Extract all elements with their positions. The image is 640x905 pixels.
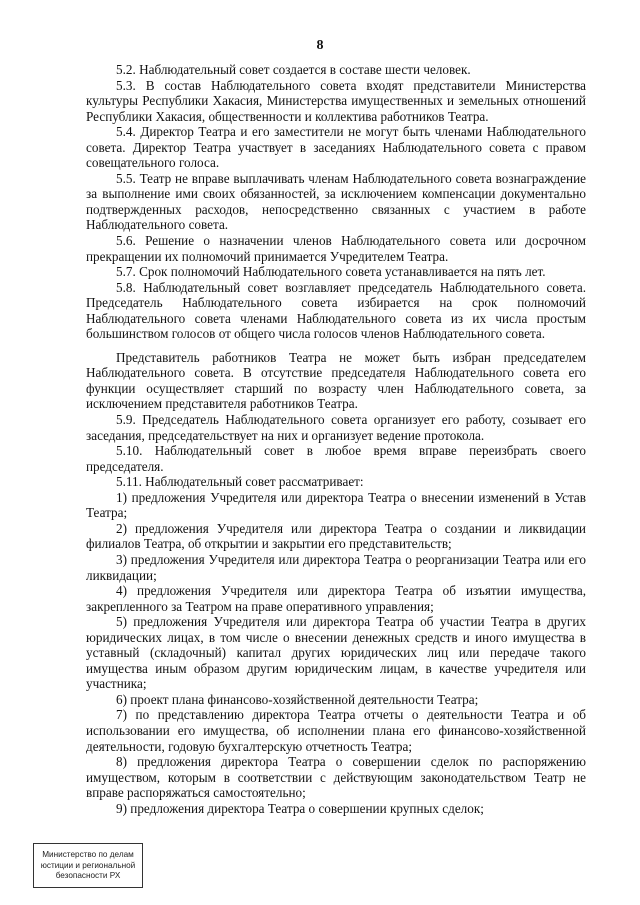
paragraph-5-8-continued: Представитель работников Театра не может быть избран председателем Наблюдательного совета. В отсутствие председателя Наблюдательного совета его функции осуществляет старший по возрасту член Наблюдательного совета, за исключением представителя работников Театра. xyxy=(86,349,586,412)
list-item-6: 6) проект плана финансово-хозяйственной деятельности Театра; xyxy=(116,691,479,707)
list-item-2: 2) предложения Учредителя или директора Театра о создании и ликвидации филиалов Театра, об открытии и закрытии его представительств; xyxy=(86,520,586,552)
stamp-line-3: безопасности РХ xyxy=(55,871,121,880)
paragraph-5-4: 5.4. Директор Театра и его заместители не могут быть членами Наблюдательного совета. Директор Театра участвует в заседаниях Наблюдательного совета с правом совещательного голоса. xyxy=(86,124,586,171)
document-body xyxy=(86,62,586,816)
stamp-line-2: юстиции и региональной xyxy=(40,860,136,870)
stamp-line-1: Министерство по делам xyxy=(42,850,134,859)
list-item-5: 5) предложения Учредителя или директора Театра об участии Театра в других юридических лицах, в том числе о внесении денежных средств и иного имущества в уставный (складочный) капитал других юридических лиц или передаче такого имущества иным образом другим юридическим лицам, в качестве учредителя или участника; xyxy=(86,614,586,692)
list-item-8: 8) предложения директора Театра о совершении сделок по распоряжению имуществом, которым в соответствии с действующим законодательством Театр не вправе распоряжаться самостоятельно; xyxy=(86,754,586,801)
list-item-1: 1) предложения Учредителя или директора Театра о внесении изменений в Устав Театра; xyxy=(86,489,586,521)
paragraph-5-5: 5.5. Театр не вправе выплачивать членам Наблюдательного совета вознаграждение за выполнение ими своих обязанностей, за исключением компенсации документально подтвержденных расходов, непосредственно связанных с участием в работе Наблюдательного совета. xyxy=(86,170,586,233)
paragraph-5-3: 5.3. В состав Наблюдательного совета входят представители Министерства культуры Республики Хакасия, Министерства имущественных и земельных отношений Республики Хакасия, общественности и коллектива работников Театра. xyxy=(86,77,586,124)
paragraph-5-8: 5.8. Наблюдательный совет возглавляет председатель Наблюдательного совета. Председатель Наблюдательного совета избирается на срок полномочий Наблюдательного совета членами Наблюдательного совета из их числа простым большинством голосов от общего числа голосов членов Наблюдательного совета. xyxy=(86,279,586,342)
paragraph-5-6: 5.6. Решение о назначении членов Наблюдательного совета или досрочном прекращении их полномочий принимается Учредителем Театра. xyxy=(86,233,586,264)
list-item-4: 4) предложения Учредителя или директора Театра об изъятии имущества, закрепленного за Театром на праве оперативного управления; xyxy=(86,583,586,614)
list-item-9: 9) предложения директора Театра о совершении крупных сделок; xyxy=(116,800,484,816)
page-number: 8 xyxy=(316,38,324,53)
list-item-3: 3) предложения Учредителя или директора Театра о реорганизации Театра или его ликвидации; xyxy=(86,551,586,583)
paragraph-5-7: 5.7. Срок полномочий Наблюдательного совета устанавливается на пять лет. xyxy=(116,264,546,280)
ministry-stamp xyxy=(33,843,143,888)
paragraph-5-2: 5.2. Наблюдательный совет создается в составе шести человек. xyxy=(116,62,471,77)
paragraph-5-10: 5.10. Наблюдательный совет в любое время вправе переизбрать своего председателя. xyxy=(86,443,586,474)
paragraph-5-11: 5.11. Наблюдательный совет рассматривает: xyxy=(116,474,364,490)
list-item-7: 7) по представлению директора Театра отчеты о деятельности Театра и об использовании его имущества, об исполнении плана его финансово-хозяйственной деятельности, годовую бухгалтерскую отчетность Театра; xyxy=(86,707,586,754)
paragraph-5-9: 5.9. Председатель Наблюдательного совета организует его работу, созывает его заседания, председательствует на них и организует ведение протокола. xyxy=(86,412,586,443)
